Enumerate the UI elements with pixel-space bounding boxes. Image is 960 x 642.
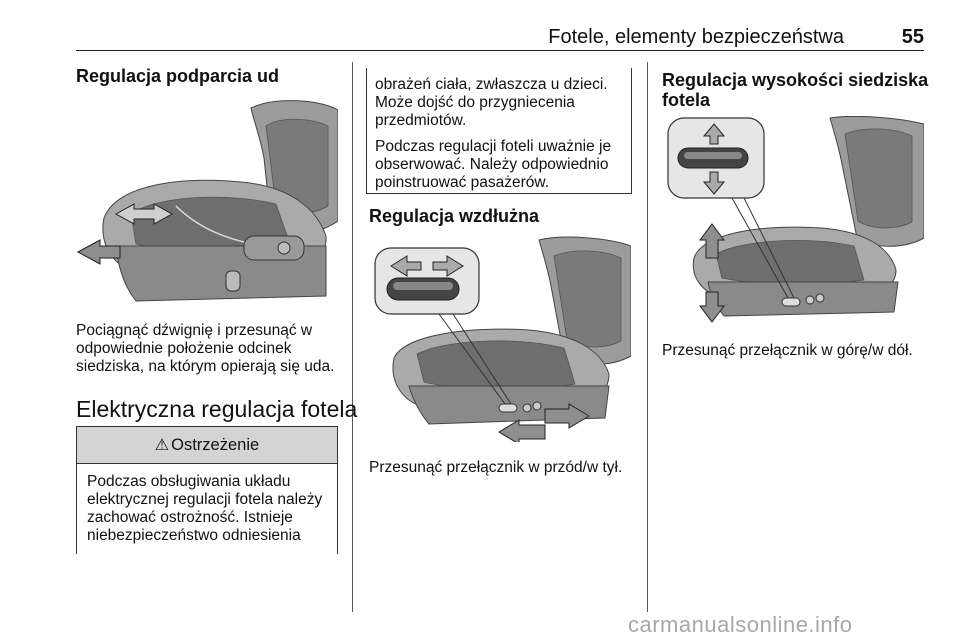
warning-body bbox=[77, 464, 337, 545]
text-line: elektrycznej regulacji fotela należy bbox=[87, 491, 323, 508]
seat-thigh-illustration bbox=[76, 96, 338, 306]
illustration-longitudinal bbox=[369, 236, 631, 442]
text-line: Podczas regulacji foteli uważnie je bbox=[375, 138, 612, 155]
seat-forward-back-illustration bbox=[369, 236, 631, 442]
text-line: Podczas obsługiwania układu bbox=[87, 473, 291, 490]
page-header bbox=[76, 26, 924, 52]
column-divider bbox=[352, 62, 353, 612]
warning-box bbox=[76, 426, 338, 554]
text-line: Może dojść do przygniecenia bbox=[375, 94, 575, 111]
text-line: obserwować. Należy odpowiednio bbox=[375, 156, 609, 173]
warning-box-continued bbox=[366, 68, 632, 194]
text-line: odpowiednie położenie odcinek bbox=[76, 340, 292, 357]
text-line: Pociągnąć dźwignię i przesunąć w bbox=[76, 322, 313, 339]
illustration-thigh-support bbox=[76, 96, 338, 306]
warning-header bbox=[77, 427, 337, 464]
watermark: carmanualsonline.info bbox=[628, 612, 853, 637]
text-line: siedziska, na którym opierają się uda. bbox=[76, 358, 335, 375]
heading-line: Regulacja wysokości siedziska bbox=[662, 70, 929, 90]
caption-seat-height: Przesunąć przełącznik w górę/w dół. bbox=[662, 342, 913, 359]
column-divider bbox=[647, 62, 648, 612]
header-title: Fotele, elementy bezpieczeństwa bbox=[548, 26, 844, 48]
illustration-seat-height bbox=[662, 116, 924, 326]
text-line: poinstruować pasażerów. bbox=[375, 174, 550, 191]
warning-paragraph bbox=[367, 138, 631, 192]
seat-up-down-illustration bbox=[662, 116, 924, 326]
heading-seat-height bbox=[662, 70, 928, 110]
heading-electric-adjustment: Elektryczna regulacja fotela bbox=[76, 396, 358, 422]
warning-triangle-icon: ⚠ bbox=[154, 437, 170, 454]
text-line: niebezpieczeństwo odniesienia bbox=[87, 527, 301, 544]
header-rule bbox=[76, 50, 924, 51]
paragraph-thigh-support bbox=[76, 322, 334, 376]
text-line: obrażeń ciała, zwłaszcza u dzieci. bbox=[375, 76, 608, 93]
text-line: zachować ostrożność. Istnieje bbox=[87, 509, 293, 526]
text-line: przedmiotów. bbox=[375, 112, 467, 129]
caption-longitudinal: Przesunąć przełącznik w przód/w tył. bbox=[369, 459, 623, 476]
heading-thigh-support: Regulacja podparcia ud bbox=[76, 66, 280, 86]
warning-title: Ostrzeżenie bbox=[171, 436, 260, 454]
warning-paragraph bbox=[367, 76, 631, 130]
page-number: 55 bbox=[901, 26, 924, 48]
heading-line: fotela bbox=[662, 90, 711, 110]
heading-longitudinal: Regulacja wzdłużna bbox=[369, 206, 540, 226]
